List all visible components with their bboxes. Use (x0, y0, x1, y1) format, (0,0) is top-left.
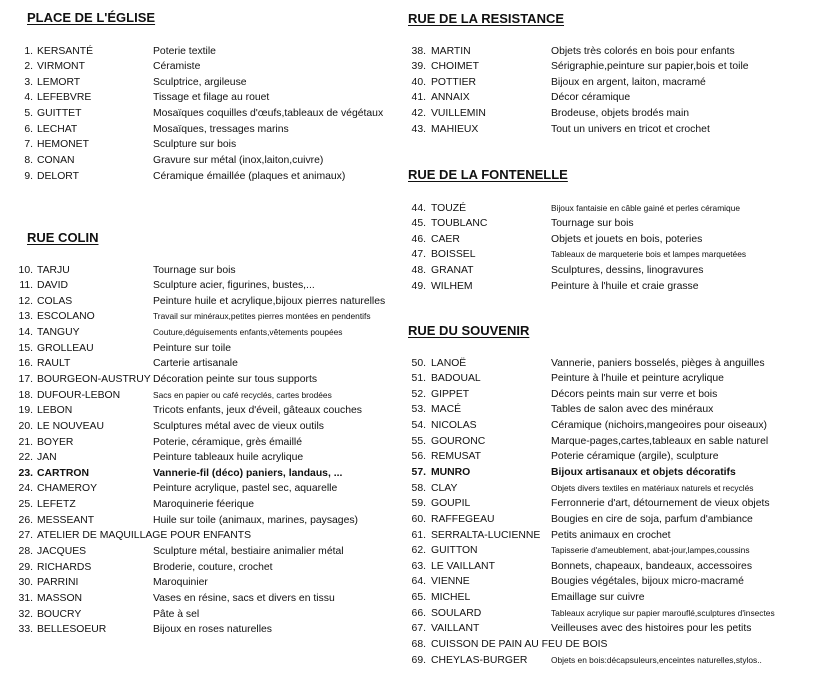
entry-number: 66. (411, 607, 426, 619)
section-heading-rue-resistance: RUE DE LA RESISTANCE (408, 11, 565, 26)
entry-number: 14. (18, 327, 33, 339)
exhibitor-name: BADOUAL (431, 373, 481, 385)
entry-number: 41. (411, 92, 426, 104)
exhibitor-craft: Tout un univers en tricot et crochet (551, 123, 710, 135)
entry-number: 11. (19, 280, 33, 292)
exhibitor-craft: Peinture sur toile (153, 342, 231, 354)
exhibitor-craft: Vannerie, paniers bosselés, pièges à anguilles (551, 357, 765, 369)
exhibitor-craft: Décor céramique (551, 92, 631, 104)
entry-number: 12. (18, 295, 33, 307)
section-heading-rue-colin: RUE COLIN (27, 230, 99, 245)
entry-number: 55. (411, 435, 426, 447)
exhibitor-name: TOUZÉ (431, 202, 467, 214)
exhibitor-name: VIENNE (431, 576, 470, 588)
exhibitor-name: JAN (37, 452, 57, 464)
entry-number: 53. (411, 404, 426, 416)
entry-number: 10. (18, 264, 33, 276)
entry-number: 23. (18, 467, 33, 479)
exhibitor-craft: Pâte à sel (153, 608, 200, 620)
entry-number: 31. (18, 592, 33, 604)
exhibitor-craft: Peinture huile et acrylique,bijoux pierres naturelles (153, 295, 386, 307)
entry-number: 65. (411, 592, 426, 604)
exhibitor-name: MESSEANT (37, 514, 95, 526)
entry-number: 25. (18, 499, 33, 511)
exhibitor-craft: Sculptrice, argileuse (153, 76, 247, 88)
section-heading-rue-souvenir: RUE DU SOUVENIR (408, 323, 530, 338)
entry-number: 22. (18, 452, 33, 464)
entry-number: 63. (411, 560, 426, 572)
entry-number: 45. (411, 218, 426, 230)
entry-number: 30. (18, 577, 33, 589)
exhibitor-craft: Tableaux de marqueterie bois et lampes marquetées (551, 249, 747, 260)
exhibitor-craft: Peinture à l'huile et peinture acrylique (551, 373, 724, 385)
entry-number: 17. (18, 373, 33, 385)
exhibitor-craft: Poterie textile (153, 45, 216, 57)
exhibitor-craft: Bijoux en argent, laiton, macramé (551, 76, 706, 88)
exhibitor-craft: Sculpture acier, figurines, bustes,... (153, 280, 315, 292)
exhibitor-name: LEFEBVRE (37, 92, 92, 104)
exhibitor-craft: Bonnets, chapeaux, bandeaux, accessoires (551, 560, 753, 572)
exhibitor-name: LE VAILLANT (431, 560, 495, 572)
exhibitor-name: MICHEL (431, 592, 471, 604)
exhibitor-craft: Objets en bois:décapsuleurs,enceintes naturelles,stylos.. (551, 654, 762, 665)
exhibitor-craft: Bijoux en roses naturelles (153, 624, 272, 636)
exhibitor-name: DUFOUR-LEBON (37, 389, 121, 401)
exhibitor-name: GRANAT (431, 265, 474, 277)
exhibitor-craft: Carterie artisanale (153, 358, 238, 370)
exhibitor-craft: Maroquinier (153, 577, 208, 589)
exhibitor-name: LEMORT (37, 76, 81, 88)
exhibitor-craft: Maroquinerie féerique (153, 499, 255, 511)
exhibitor-name: MARTIN (431, 45, 471, 57)
entry-number: 64. (411, 576, 426, 588)
entry-number: 56. (411, 451, 426, 463)
entry-number: 28. (18, 546, 33, 558)
exhibitor-craft: Décoration peinte sur tous supports (153, 373, 318, 385)
exhibitor-craft: Objets très colorés en bois pour enfants (551, 45, 735, 57)
entry-number: 7. (24, 139, 33, 151)
exhibitor-name: GUITTON (431, 545, 478, 557)
exhibitor-craft: Tables de salon avec des minéraux (551, 404, 714, 416)
entry-number: 52. (411, 388, 426, 400)
entry-number: 47. (411, 249, 426, 261)
exhibitor-name: CHOIMET (431, 61, 479, 73)
exhibitor-craft: Vannerie-fil (déco) paniers, landaus, ... (153, 467, 343, 479)
entry-number: 20. (18, 420, 33, 432)
exhibitor-name: LANOË (431, 357, 467, 369)
exhibitor-name: VUILLEMIN (431, 108, 486, 120)
exhibitor-name: CUISSON DE PAIN AU FEU DE BOIS (431, 639, 608, 651)
entry-number: 27. (18, 530, 33, 542)
exhibitor-name: WILHEM (431, 280, 473, 292)
exhibitor-craft: Brodeuse, objets brodés main (551, 108, 690, 120)
exhibitor-name: MUNRO (431, 466, 471, 478)
entry-number: 9. (24, 170, 33, 182)
exhibitor-craft: Broderie, couture, crochet (153, 561, 273, 573)
exhibitor-name: TOUBLANC (431, 218, 488, 230)
entry-number: 58. (411, 482, 426, 494)
exhibitor-craft: Bijoux artisanaux et objets décoratifs (551, 466, 736, 478)
entry-number: 60. (411, 513, 426, 525)
exhibitor-craft: Bougies en cire de soja, parfum d'ambiance (551, 513, 753, 525)
exhibitor-name: MAHIEUX (431, 123, 479, 135)
exhibitor-craft: Vases en résine, sacs et divers en tissu (153, 592, 335, 604)
exhibitor-craft: Sérigraphie,peinture sur papier,bois et toile (551, 61, 749, 73)
exhibitor-craft: Sculptures métal avec de vieux outils (153, 420, 324, 432)
entry-number: 46. (411, 233, 426, 245)
exhibitor-name: BOYER (37, 436, 74, 448)
exhibitor-name: GOURONC (431, 435, 486, 447)
exhibitor-craft: Poterie, céramique, grès émaillé (153, 436, 303, 448)
entry-number: 4. (24, 92, 33, 104)
exhibitor-name: SOULARD (431, 607, 482, 619)
exhibitor-name: MASSON (37, 592, 83, 604)
exhibitor-craft: Tournage sur bois (153, 264, 236, 276)
exhibitor-craft: Mosaïques coquilles d'œufs,tableaux de végétaux (153, 108, 384, 120)
exhibitor-craft: Marque-pages,cartes,tableaux en sable naturel (551, 435, 769, 447)
exhibitor-name: ATELIER DE MAQUILLAGE POUR ENFANTS (37, 530, 252, 542)
exhibitor-name: GIPPET (431, 388, 470, 400)
entry-number: 50. (411, 357, 426, 369)
exhibitor-craft: Poterie céramique (argile), sculpture (551, 451, 719, 463)
exhibitor-name: CAER (431, 233, 460, 245)
exhibitor-craft: Mosaïques, tressages marins (153, 123, 289, 135)
exhibitor-craft: Tableaux acrylique sur papier marouflé,sculptures d'insectes (551, 607, 775, 618)
entry-number: 49. (411, 280, 426, 292)
exhibitor-craft: Céramique émaillée (plaques et animaux) (153, 170, 346, 182)
exhibitor-name: DAVID (37, 280, 68, 292)
exhibitor-craft: Tricots enfants, jeux d'éveil, gâteaux couches (153, 405, 362, 417)
exhibitor-name: RICHARDS (37, 561, 92, 573)
exhibitor-name: RAFFEGEAU (431, 513, 495, 525)
entry-number: 54. (411, 420, 426, 432)
exhibitor-craft: Peinture tableaux huile acrylique (153, 452, 304, 464)
entry-number: 26. (18, 514, 33, 526)
entry-number: 39. (411, 61, 426, 73)
entry-number: 19. (18, 405, 33, 417)
exhibitor-craft: Petits animaux en crochet (551, 529, 671, 541)
exhibitor-craft: Gravure sur métal (inox,laiton,cuivre) (153, 154, 324, 166)
entry-number: 5. (24, 108, 33, 120)
entry-number: 44. (411, 202, 426, 214)
exhibitor-craft: Tissage et filage au rouet (153, 92, 270, 104)
exhibitor-craft: Bijoux fantaisie en câble gainé et perles céramique (551, 202, 741, 213)
exhibitor-name: GROLLEAU (37, 342, 94, 354)
exhibitor-craft: Bougies végétales, bijoux micro-macramé (551, 576, 744, 588)
exhibitor-name: TANGUY (37, 327, 80, 339)
exhibitor-name: LE NOUVEAU (37, 420, 104, 432)
entry-number: 42. (411, 108, 426, 120)
entry-number: 8. (24, 154, 33, 166)
exhibitor-name: HEMONET (37, 139, 89, 151)
exhibitor-name: CARTRON (37, 467, 89, 479)
section-heading-rue-fontenelle: RUE DE LA FONTENELLE (408, 167, 568, 182)
exhibitor-name: DELORT (37, 170, 79, 182)
exhibitor-craft: Tournage sur bois (551, 218, 634, 230)
exhibitor-craft: Sculpture sur bois (153, 139, 237, 151)
exhibitor-name: ESCOLANO (37, 311, 95, 323)
entry-number: 48. (411, 265, 426, 277)
entry-number: 6. (24, 123, 33, 135)
exhibitor-name: MACÉ (431, 404, 462, 416)
exhibitor-name: CHEYLAS-BURGER (431, 654, 528, 666)
entry-number: 16. (18, 358, 33, 370)
entry-number: 40. (411, 76, 426, 88)
entry-number: 33. (18, 624, 33, 636)
exhibitor-name: BELLESOEUR (37, 624, 107, 636)
entry-number: 3. (24, 76, 33, 88)
entry-number: 32. (18, 608, 33, 620)
exhibitor-name: SERRALTA-LUCIENNE (431, 529, 541, 541)
exhibitor-craft: Travail sur minéraux,petites pierres montées en pendentifs (153, 311, 371, 322)
entry-number: 13. (18, 311, 33, 323)
exhibitor-name: COLAS (37, 295, 73, 307)
exhibitor-name: ANNAIX (431, 92, 470, 104)
entry-number: 43. (411, 123, 426, 135)
exhibitor-name: VIRMONT (37, 61, 85, 73)
exhibitor-name: CONAN (37, 154, 75, 166)
exhibitor-craft: Peinture à l'huile et craie grasse (551, 280, 699, 292)
entry-number: 51. (411, 373, 426, 385)
exhibitor-name: BOISSEL (431, 249, 476, 261)
exhibitor-name: TARJU (37, 264, 70, 276)
exhibitor-craft: Veilleuses avec des histoires pour les petits (551, 623, 752, 635)
exhibitor-craft: Objets et jouets en bois, poteries (551, 233, 703, 245)
exhibitor-name: POTTIER (431, 76, 477, 88)
entry-number: 69. (411, 654, 426, 666)
exhibitor-name: GUITTET (37, 108, 82, 120)
exhibitor-name: KERSANTÉ (37, 45, 94, 57)
exhibitor-name: LEBON (37, 405, 73, 417)
entry-number: 24. (18, 483, 33, 495)
entry-number: 29. (18, 561, 33, 573)
exhibitor-name: GOUPIL (431, 498, 471, 510)
section-heading-place-eglise: PLACE DE L'ÉGLISE (27, 10, 156, 25)
entry-number: 62. (411, 545, 426, 557)
entry-number: 67. (411, 623, 426, 635)
exhibitor-name: PARRINI (37, 577, 79, 589)
exhibitor-craft: Peinture acrylique, pastel sec, aquarelle (153, 483, 338, 495)
exhibitor-craft: Sculpture métal, bestiaire animalier métal (153, 546, 344, 558)
exhibitor-name: LECHAT (37, 123, 78, 135)
entry-number: 61. (411, 529, 426, 541)
exhibitor-craft: Décors peints main sur verre et bois (551, 388, 718, 400)
exhibitor-name: LEFETZ (37, 499, 76, 511)
exhibitor-craft: Tapisserie d'ameublement, abat-jour,lampes,coussins (551, 545, 750, 556)
entry-number: 15. (18, 342, 33, 354)
exhibitor-name: CHAMEROY (37, 483, 98, 495)
entry-number: 57. (411, 466, 426, 478)
exhibitor-name: JACQUES (37, 546, 87, 558)
entry-number: 2. (24, 61, 33, 73)
entry-number: 18. (18, 389, 33, 401)
exhibitor-name: BOUCRY (37, 608, 82, 620)
exhibitor-craft: Objets divers textiles en matériaux naturels et recyclés (551, 482, 754, 493)
exhibitor-name: RAULT (37, 358, 71, 370)
exhibitor-craft: Ferronnerie d'art, détournement de vieux objets (551, 498, 770, 510)
entry-number: 21. (18, 436, 33, 448)
exhibitor-craft: Emaillage sur cuivre (551, 592, 645, 604)
exhibitor-name: BOURGEON-AUSTRUY (37, 373, 151, 385)
exhibitor-name: REMUSAT (431, 451, 482, 463)
exhibitor-name: CLAY (431, 482, 458, 494)
exhibitor-craft: Céramique (nichoirs,mangeoires pour oiseaux) (551, 420, 767, 432)
exhibitor-craft: Sacs en papier ou café recyclés, cartes brodées (153, 389, 332, 400)
exhibitor-craft: Couture,déguisements enfants,vêtements poupées (153, 327, 343, 338)
entry-number: 38. (411, 45, 426, 57)
entry-number: 1. (24, 45, 33, 57)
exhibitor-name: NICOLAS (431, 420, 477, 432)
exhibitor-craft: Huile sur toile (animaux, marines, paysages) (153, 514, 359, 526)
entry-number: 59. (411, 498, 426, 510)
exhibitor-name: VAILLANT (431, 623, 480, 635)
entry-number: 68. (411, 639, 426, 651)
exhibitor-craft: Sculptures, dessins, linogravures (551, 265, 704, 277)
exhibitor-craft: Céramiste (153, 61, 201, 73)
